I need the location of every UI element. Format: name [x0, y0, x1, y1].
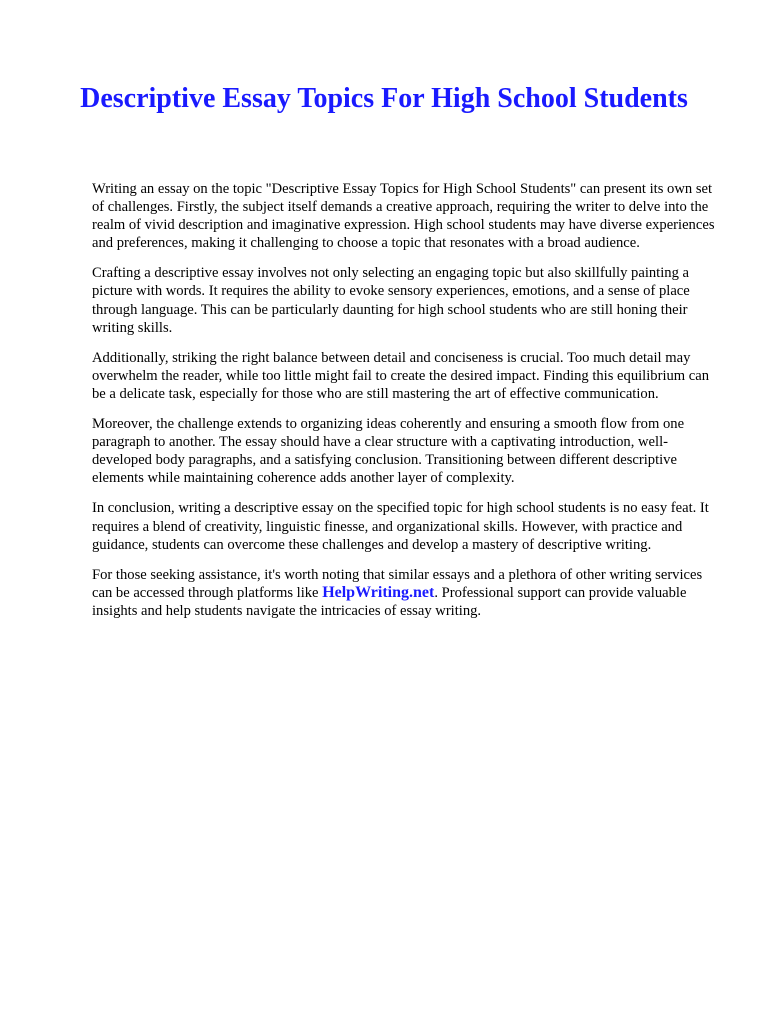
paragraph-4: Moreover, the challenge extends to organizing ideas coherently and ensuring a smooth flow from one paragraph to another. The essay should have a clear structure with a captivating introduction, well-developed body paragraphs, and a satisfying conclusion. Transitioning between different descriptive elements while maintaining coherence adds another layer of complexity.: [92, 416, 685, 487]
paragraph-6-intro: For those seeking assistance, it's worth noting that similar essays and a plethora of other writing services can be accessed through platforms like: [92, 566, 703, 601]
page-title: Descriptive Essay Topics For High School Students: [80, 83, 688, 114]
paragraph-5: In conclusion, writing a descriptive essay on the specified topic for high school students is no easy feat. It requires a blend of creativity, linguistic finesse, and organizational skills. However, with practice and guidance, students can overcome these challenges and develop a mastery of descriptive writing.: [92, 500, 709, 553]
paragraph-6-outro: . Professional support can provide valuable insights and help students navigate the intricacies of essay writing.: [92, 584, 687, 619]
helpwriting-link[interactable]: HelpWriting.net: [322, 583, 435, 601]
essay-body: [92, 180, 722, 632]
paragraph-3: Additionally, striking the right balance between detail and conciseness is crucial. Too much detail may overwhelm the reader, while too little might fail to create the desired impact. Finding this equilibrium can be a delicate task, especially for those who are still mastering the art of effective communication.: [92, 349, 710, 402]
paragraph-1: Writing an essay on the topic "Descriptive Essay Topics for High School Students" can present its own set of challenges. Firstly, the subject itself demands a creative approach, requiring the writer to delve into the realm of vivid description and imaginative expression. High school students may have diverse experiences and preferences, making it challenging to choose a topic that resonates with a broad audience.: [92, 181, 715, 252]
paragraph-2: Crafting a descriptive essay involves not only selecting an engaging topic but also skillfully painting a picture with words. It requires the ability to evoke sensory experiences, emotions, and a sense of place through language. This can be particularly daunting for high school students who are still honing their writing skills.: [92, 265, 690, 336]
paragraph-6: [92, 566, 722, 620]
